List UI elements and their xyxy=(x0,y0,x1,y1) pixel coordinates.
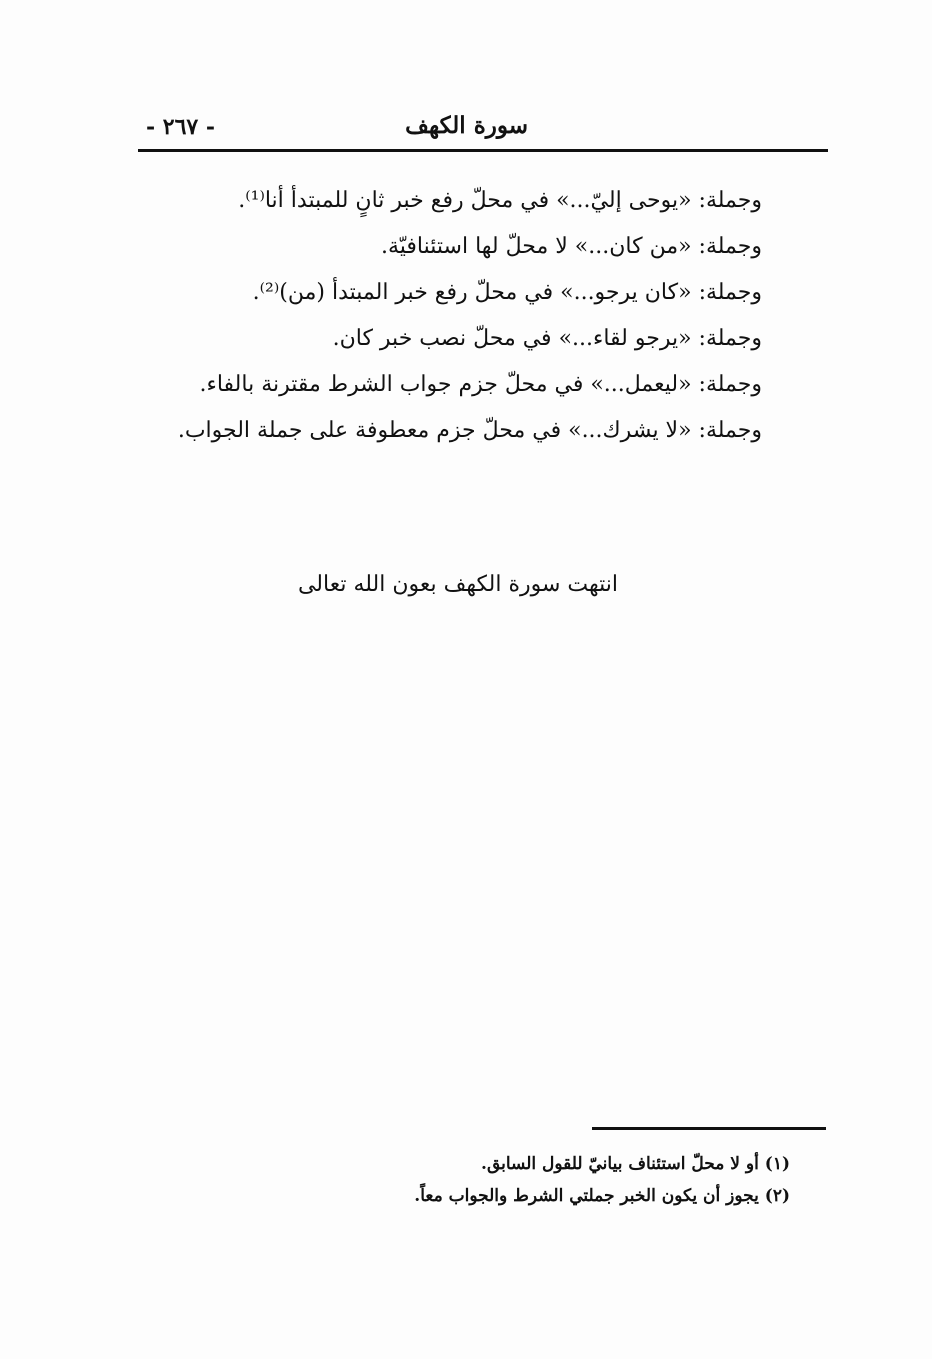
running-header-title: سورة الكهف xyxy=(405,112,528,139)
body-text xyxy=(162,178,762,454)
closing-text: انتهت سورة الكهف بعون الله تعالى xyxy=(297,572,619,597)
body-line: وجملة: «من كان...» لا محلّ لها استئنافيّة. xyxy=(380,234,762,259)
body-line: وجملة: «يوحى إليّ...» في محلّ رفع خبر ثانٍ للمبتدأ أنا⁽¹⁾. xyxy=(238,188,762,213)
footnote-2: (٢) يجوز أن يكون الخبر جملتي الشرط والجواب معاً. xyxy=(414,1186,790,1206)
footnotes xyxy=(190,1148,790,1212)
body-line: وجملة: «ليعمل...» في محلّ جزم جواب الشرط مقترنة بالفاء. xyxy=(199,372,762,397)
closing-statement xyxy=(0,572,932,597)
body-line: وجملة: «كان يرجو...» في محلّ رفع خبر المبتدأ (من)⁽²⁾. xyxy=(252,280,762,305)
footnote-1: (١) أو لا محلّ استئناف بيانيّ للقول السابق. xyxy=(481,1154,790,1174)
body-line: وجملة: «يرجو لقاء...» في محلّ نصب خبر كان. xyxy=(332,326,762,351)
page-number: - ٢٦٧ - xyxy=(146,114,216,140)
body-line: وجملة: «لا يشرك...» في محلّ جزم معطوفة على جملة الجواب. xyxy=(177,418,762,443)
header-divider xyxy=(138,149,828,152)
footnote-divider xyxy=(592,1127,826,1130)
